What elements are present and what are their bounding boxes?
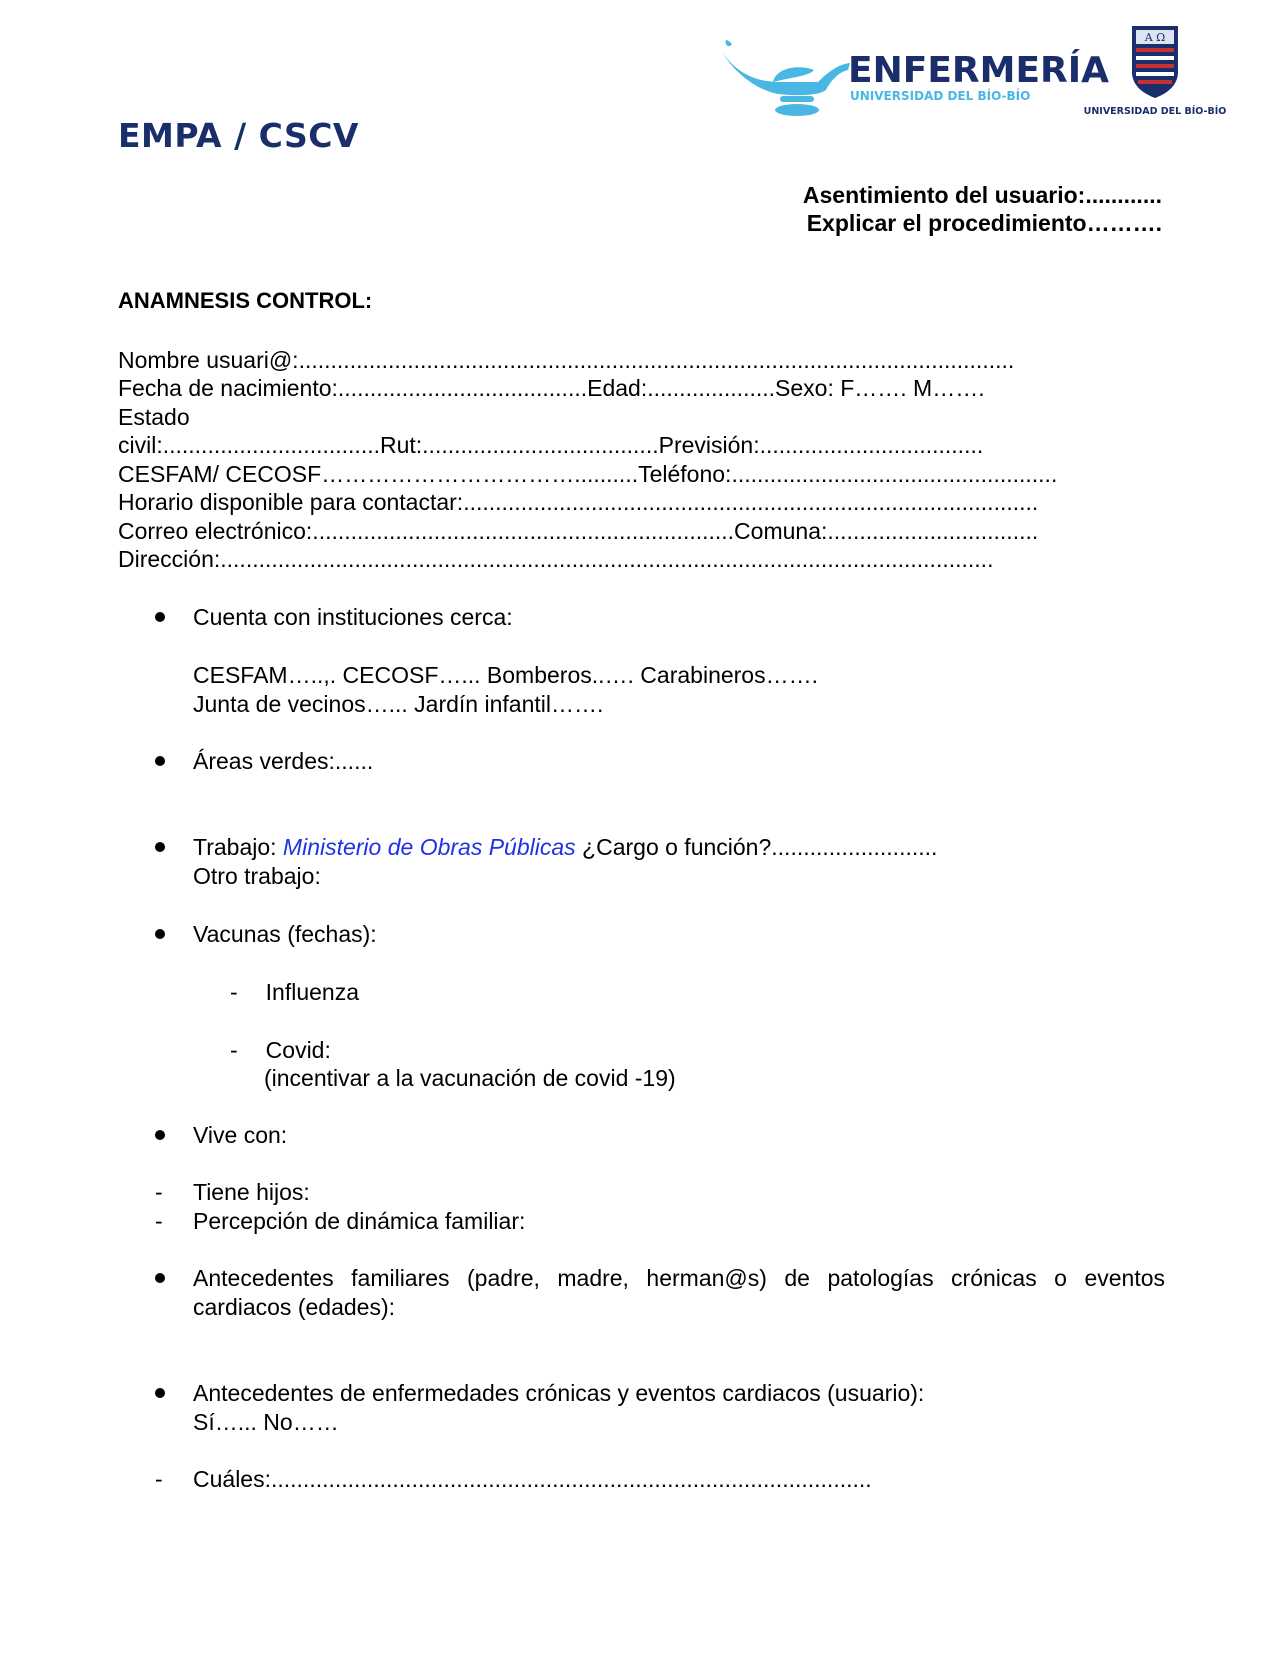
crest-symbols: A Ω	[1144, 31, 1166, 44]
dash-marker: -	[155, 1466, 163, 1492]
covid-item[interactable]	[230, 1036, 331, 1064]
asentimiento-field[interactable]: Asentimiento del usuario:............	[802, 182, 1162, 208]
list-item	[155, 747, 1165, 776]
covid-label: Covid:	[265, 1037, 331, 1063]
otro-trabajo-field[interactable]: Otro trabajo:	[193, 862, 321, 889]
bullet-icon	[155, 1130, 165, 1140]
influenza-label: Influenza	[265, 979, 360, 1005]
cuales-field[interactable]: Cuáles:..............................................................................................	[193, 1466, 872, 1492]
bullet-icon	[155, 1388, 165, 1398]
list-item	[155, 661, 1165, 718]
list-item	[155, 603, 1165, 632]
anamnesis-heading: ANAMNESIS CONTROL:	[118, 288, 373, 313]
list-item	[155, 1379, 1165, 1436]
instituciones-label: Cuenta con instituciones cerca:	[193, 604, 513, 630]
bullet-icon	[155, 1273, 165, 1283]
bullet-icon	[155, 756, 165, 766]
horario-field[interactable]: Horario disponible para contactar:..........................................................................................	[118, 489, 1039, 515]
bullet-icon	[155, 612, 165, 622]
page-title: EMPA / CSCV	[118, 116, 359, 155]
cesfam-telefono-field[interactable]: CESFAM/ CECOSF……………………………..........Teléfono:...................................................	[118, 461, 1058, 487]
percepcion-field[interactable]: Percepción de dinámica familiar:	[193, 1208, 526, 1234]
list-item	[155, 920, 1165, 949]
si-no-field[interactable]: Sí…... No……	[193, 1408, 339, 1435]
enfermeria-logo-text: ENFERMERÍA	[848, 50, 1110, 91]
civil-rut-prevision-field[interactable]: civil:..................................Rut:.....................................Previsión:...................................	[118, 432, 984, 458]
list-item	[155, 1465, 1165, 1494]
vacunas-label: Vacunas (fechas):	[193, 921, 377, 947]
correo-comuna-field[interactable]: Correo electrónico:..................................................................Comuna:.................................	[118, 518, 1039, 544]
ubb-crest-logo	[1080, 20, 1230, 120]
instituciones-options-2[interactable]: Junta de vecinos…... Jardín infantil…….	[193, 690, 604, 717]
cargo-field[interactable]: ¿Cargo o función?..........................	[575, 834, 938, 860]
explicar-procedimiento-field[interactable]: Explicar el procedimiento……….	[806, 210, 1162, 236]
lamp-icon	[722, 40, 850, 116]
dash-marker: -	[230, 1037, 238, 1063]
enfermeria-logo	[718, 30, 1110, 120]
dash-marker: -	[155, 1179, 163, 1205]
vive-con-field[interactable]: Vive con:	[193, 1122, 288, 1148]
bullet-icon	[155, 929, 165, 939]
dash-marker: -	[155, 1208, 163, 1234]
tiene-hijos-field[interactable]: Tiene hijos:	[193, 1179, 310, 1205]
list-item	[155, 1207, 1165, 1236]
ubb-logo-text: UNIVERSIDAD DEL BÍO-BÍO	[1083, 106, 1227, 117]
antecedentes-familiares-field[interactable]: Antecedentes familiares (padre, madre, herman@s) de patologías crónicas o eventos cardiacos (edades):	[193, 1265, 1165, 1320]
fecha-edad-sexo-field[interactable]: Fecha de nacimiento:.......................................Edad:....................Sexo: F……. M…….	[118, 375, 985, 401]
trabajo-label: Trabajo:	[193, 834, 283, 860]
direccion-field[interactable]: Dirección:.........................................................................................................................	[118, 546, 994, 572]
list-item	[155, 833, 1165, 890]
enfermeria-logo-subtext: UNIVERSIDAD DEL BÍO-BÍO	[850, 89, 1031, 103]
list-item	[155, 1121, 1165, 1150]
list-item	[155, 1178, 1165, 1207]
dash-marker: -	[230, 979, 238, 1005]
nombre-field[interactable]: Nombre usuari@:................................................................................................................	[118, 347, 1015, 373]
list-item	[155, 1264, 1165, 1321]
bullet-icon	[155, 842, 165, 852]
areas-verdes-field[interactable]: Áreas verdes:......	[193, 748, 374, 774]
influenza-item[interactable]	[230, 978, 359, 1006]
covid-note: (incentivar a la vacunación de covid -19)	[264, 1065, 676, 1091]
instituciones-options-1[interactable]: CESFAM…..,. CECOSF…... Bomberos..…. Carabineros…….	[193, 662, 818, 688]
estado-label: Estado	[118, 404, 190, 430]
antecedentes-usuario-label: Antecedentes de enfermedades crónicas y eventos cardiacos (usuario):	[193, 1380, 925, 1406]
shield-icon	[1132, 26, 1178, 98]
trabajo-link[interactable]: Ministerio de Obras Públicas	[282, 834, 576, 860]
